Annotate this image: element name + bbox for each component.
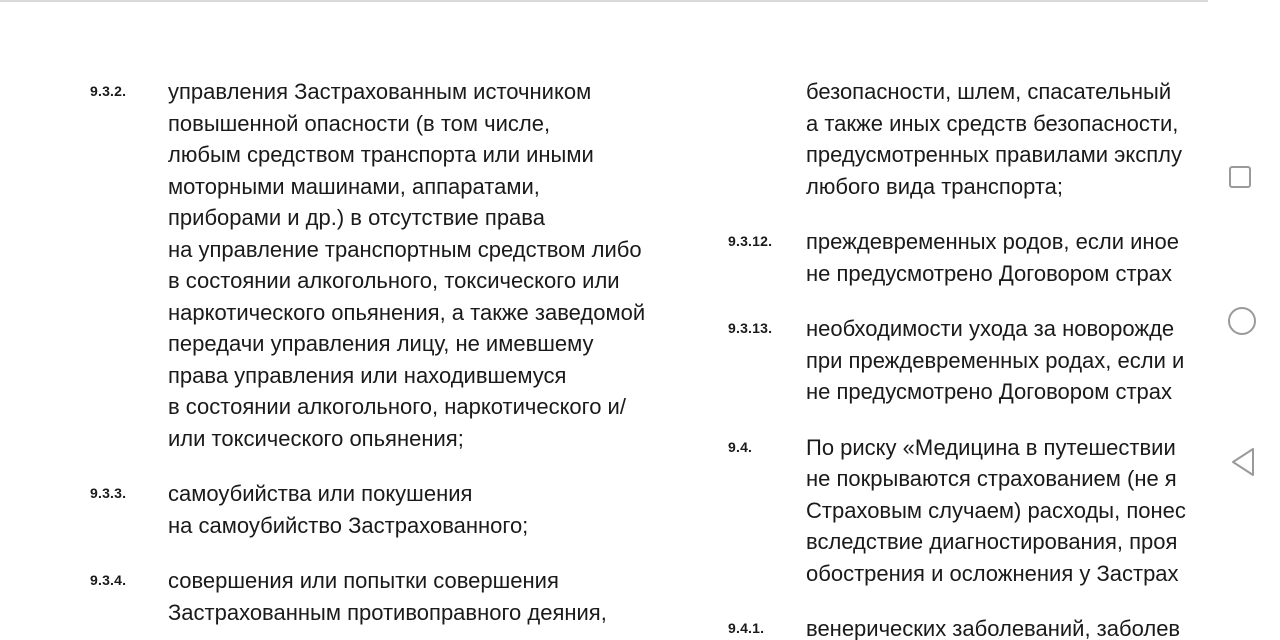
text-line: в состоянии алкогольного, наркотического и/ — [168, 394, 626, 419]
text-line: наркотического опьянения, а также заведомой — [168, 299, 646, 325]
clause-text — [806, 76, 1182, 202]
text-line: любого вида транспорта; — [806, 173, 1063, 199]
text-line: права управления или находившемуся — [168, 362, 567, 388]
item-gap — [728, 589, 1208, 613]
text-line: Застрахованным противоправного деяния, — [168, 599, 607, 625]
item-gap — [90, 454, 700, 478]
right-column — [728, 76, 1208, 640]
clause-text — [806, 226, 1179, 289]
recents-square-icon[interactable] — [1229, 166, 1251, 188]
text-line: венерических заболеваний, заболев — [806, 616, 1181, 640]
text-line: при преждевременных родах, если и — [806, 347, 1185, 373]
text-line: совершения или попытки совершения — [168, 568, 559, 593]
clause-text — [168, 478, 528, 541]
text-line: любым средством транспорта или иными — [168, 142, 594, 167]
clause-text — [168, 76, 645, 454]
back-triangle-icon[interactable] — [1230, 447, 1256, 482]
clause-number: 9.4. — [728, 438, 753, 455]
clause-item — [728, 613, 1208, 640]
clause-item — [90, 565, 700, 628]
item-gap — [728, 202, 1208, 226]
clause-text — [168, 565, 607, 628]
clause-number: 9.3.3. — [90, 485, 127, 501]
clause-item — [90, 478, 700, 541]
text-line: не предусмотрено Договором страх — [806, 379, 1172, 404]
text-line: безопасности, шлем, спасательный — [806, 79, 1172, 104]
text-line: не предусмотрено Договором страх — [806, 260, 1172, 286]
home-circle-icon[interactable] — [1228, 307, 1256, 335]
text-line: Страховым случаем) расходы, понес — [806, 497, 1186, 523]
text-line: необходимости ухода за новорожде — [806, 316, 1175, 341]
item-gap — [728, 408, 1208, 432]
clause-number: 9.3.13. — [728, 320, 773, 336]
text-line: в состоянии алкогольного, токсического или — [168, 268, 620, 293]
clause-item — [728, 432, 1208, 590]
clause-item — [728, 226, 1208, 289]
item-gap — [90, 541, 700, 565]
text-line: передачи управления лицу, не имевшему — [168, 331, 594, 356]
text-line: вследствие диагностирования, проя — [806, 529, 1178, 554]
text-line: моторными машинами, аппаратами, — [168, 173, 540, 199]
text-line: на самоубийство Застрахованного; — [168, 512, 529, 538]
clause-text — [806, 432, 1186, 590]
clause-text — [806, 313, 1184, 408]
text-line: на управление транспортным средством либо — [168, 236, 642, 262]
text-line: а также иных средств безопасности, — [806, 110, 1179, 136]
text-line: повышенной опасности (в том числе, — [168, 110, 551, 136]
left-column — [90, 76, 700, 628]
item-gap — [728, 289, 1208, 313]
clause-item — [728, 76, 1208, 202]
text-line: преждевременных родов, если иное — [806, 229, 1180, 254]
clause-item — [90, 76, 700, 454]
clause-number: 9.4.1. — [728, 620, 765, 636]
text-line: предусмотренных правилами эксплу — [806, 142, 1182, 167]
text-line: приборами и др.) в отсутствие права — [168, 205, 545, 230]
clause-item — [728, 313, 1208, 408]
text-line: управления Застрахованным источником — [168, 79, 592, 104]
text-line: самоубийства или покушения — [168, 481, 473, 506]
text-line: не покрываются страхованием (не я — [806, 466, 1177, 491]
clause-number: 9.3.12. — [728, 233, 773, 249]
clause-text — [806, 613, 1180, 640]
text-line: или токсического опьянения; — [168, 425, 464, 451]
text-line: обострения и осложнения у Застрах — [806, 560, 1179, 586]
clause-number: 9.3.2. — [90, 83, 127, 99]
clause-number: 9.3.4. — [90, 572, 127, 588]
text-line: По риску «Медицина в путешествии — [806, 434, 1176, 460]
